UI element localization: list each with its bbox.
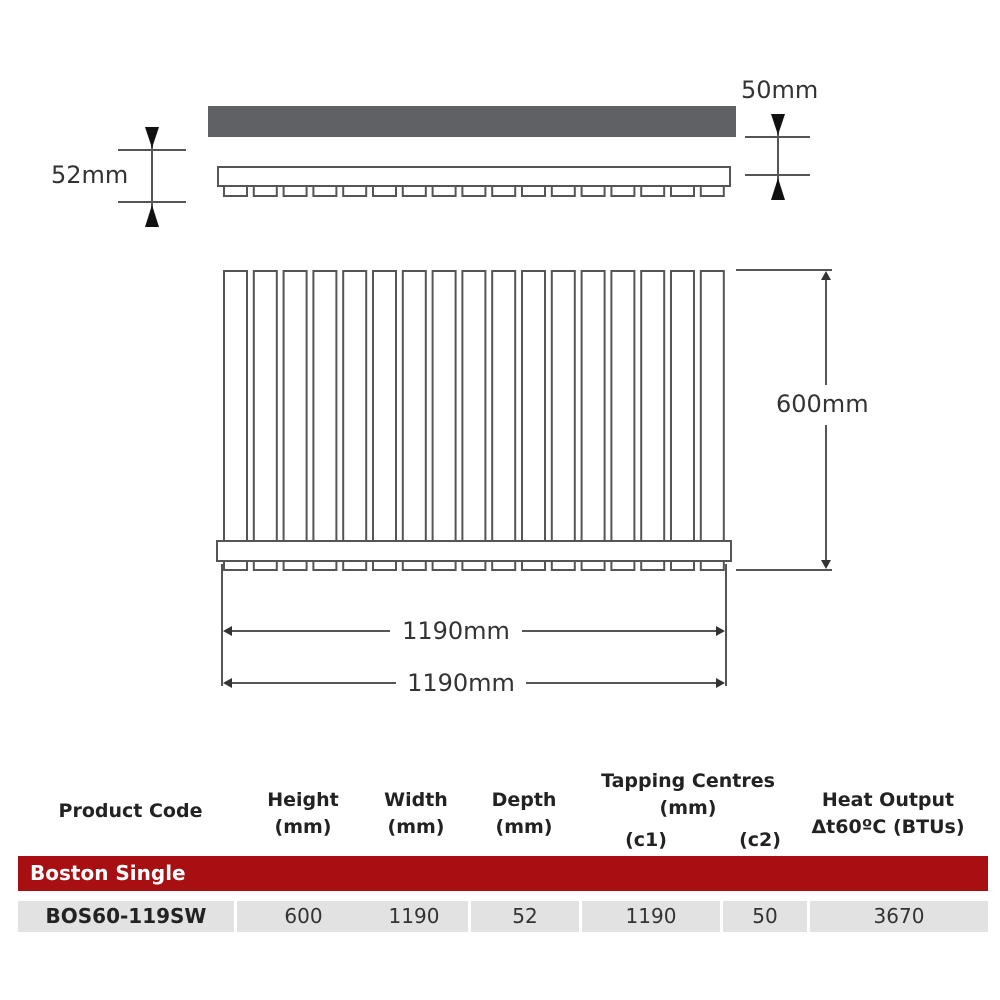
cell-product-code: BOS60-119SW: [18, 901, 234, 932]
radiator-tube-foot: [254, 561, 277, 570]
radiator-tube: [373, 271, 396, 543]
side-depth-label: 52mm: [51, 161, 129, 189]
height-label: 600mm: [776, 390, 869, 418]
radiator-tube: [313, 271, 336, 543]
top-view-tube-end: [373, 186, 396, 196]
top-view-tube-end: [701, 186, 724, 196]
radiator-tube: [403, 271, 426, 543]
bottom-rail: [217, 541, 731, 561]
top-view-tube-end: [433, 186, 456, 196]
radiator-tube-foot: [462, 561, 485, 570]
radiator-tube: [492, 271, 515, 543]
top-depth-label: 50mm: [741, 76, 819, 104]
top-view-tube-ends: [224, 186, 724, 196]
cell-c1: 1190: [582, 901, 720, 932]
header-heat-output: [798, 787, 978, 841]
cell-height: 600: [237, 901, 370, 932]
radiator-tube-foot: [403, 561, 426, 570]
radiator-tube: [552, 271, 575, 543]
radiator-tube-foot: [313, 561, 336, 570]
top-view-tube-end: [254, 186, 277, 196]
cell-c2: 50: [723, 901, 807, 932]
top-view-tube-end: [343, 186, 366, 196]
radiator-tube: [671, 271, 694, 543]
radiator-tube: [462, 271, 485, 543]
top-view-tube-end: [313, 186, 336, 196]
top-view-tube-end: [492, 186, 515, 196]
top-view-tube-end: [611, 186, 634, 196]
radiator-tube: [582, 271, 605, 543]
cell-depth: 52: [471, 901, 579, 932]
radiator-tube-foot: [224, 561, 247, 570]
radiator-tube-foot: [582, 561, 605, 570]
header-c1: (c1): [625, 829, 667, 851]
radiator-tube-foot: [492, 561, 515, 570]
header-width-line2: (mm): [387, 816, 445, 838]
header-heat-line2: Δt60ºC (BTUs): [811, 816, 965, 838]
top-view-tube-end: [224, 186, 247, 196]
radiator-tube-foot: [701, 561, 724, 570]
top-view-tube-end: [582, 186, 605, 196]
spec-table: [18, 760, 988, 928]
radiator-tube: [522, 271, 545, 543]
product-range-band: Boston Single: [18, 856, 988, 891]
radiator-tube: [433, 271, 456, 543]
height-dimension: [736, 270, 832, 570]
top-view-tube-end: [552, 186, 575, 196]
header-product-code: Product Code: [58, 800, 203, 822]
top-depth-dimension: [745, 114, 810, 200]
wall-bar: [208, 106, 736, 137]
radiator-tube: [343, 271, 366, 543]
radiator-tube: [284, 271, 307, 543]
width-inner-label: 1190mm: [402, 617, 510, 645]
header-height: [253, 787, 353, 841]
table-header-row: [18, 760, 988, 856]
header-height-line2: (mm): [274, 816, 332, 838]
front-view-tubes: [224, 271, 724, 543]
top-view-tube-end: [641, 186, 664, 196]
top-view-tube-end: [403, 186, 426, 196]
cell-heat-output: 3670: [810, 901, 988, 932]
radiator-tube-foot: [671, 561, 694, 570]
table-row: [18, 901, 988, 932]
cell-width: 1190: [360, 901, 468, 932]
top-view-rail: [218, 167, 730, 186]
header-tapping-centres: [588, 768, 788, 822]
top-view-tube-end: [284, 186, 307, 196]
radiator-tube-foot: [373, 561, 396, 570]
width-outer-label: 1190mm: [407, 669, 515, 697]
radiator-tube-foot: [433, 561, 456, 570]
header-height-line1: Height: [267, 789, 339, 811]
header-depth-line2: (mm): [495, 816, 553, 838]
front-view-tube-feet: [224, 561, 724, 570]
header-tapping-line1: Tapping Centres: [601, 770, 775, 792]
header-width-line1: Width: [384, 789, 448, 811]
header-depth: [474, 787, 574, 841]
radiator-tube: [254, 271, 277, 543]
radiator-tube: [641, 271, 664, 543]
radiator-tube: [701, 271, 724, 543]
radiator-tube: [611, 271, 634, 543]
header-c2: (c2): [739, 829, 781, 851]
top-view-tube-end: [462, 186, 485, 196]
radiator-tube: [224, 271, 247, 543]
radiator-tube-foot: [343, 561, 366, 570]
top-view-tube-end: [522, 186, 545, 196]
top-view-tube-end: [671, 186, 694, 196]
header-heat-line1: Heat Output: [821, 789, 955, 811]
header-depth-line1: Depth: [491, 789, 557, 811]
radiator-tube-foot: [611, 561, 634, 570]
radiator-tube-foot: [522, 561, 545, 570]
radiator-tube-foot: [552, 561, 575, 570]
radiator-tube-foot: [284, 561, 307, 570]
header-width: [366, 787, 466, 841]
radiator-tube-foot: [641, 561, 664, 570]
header-tapping-line2: (mm): [659, 797, 717, 819]
